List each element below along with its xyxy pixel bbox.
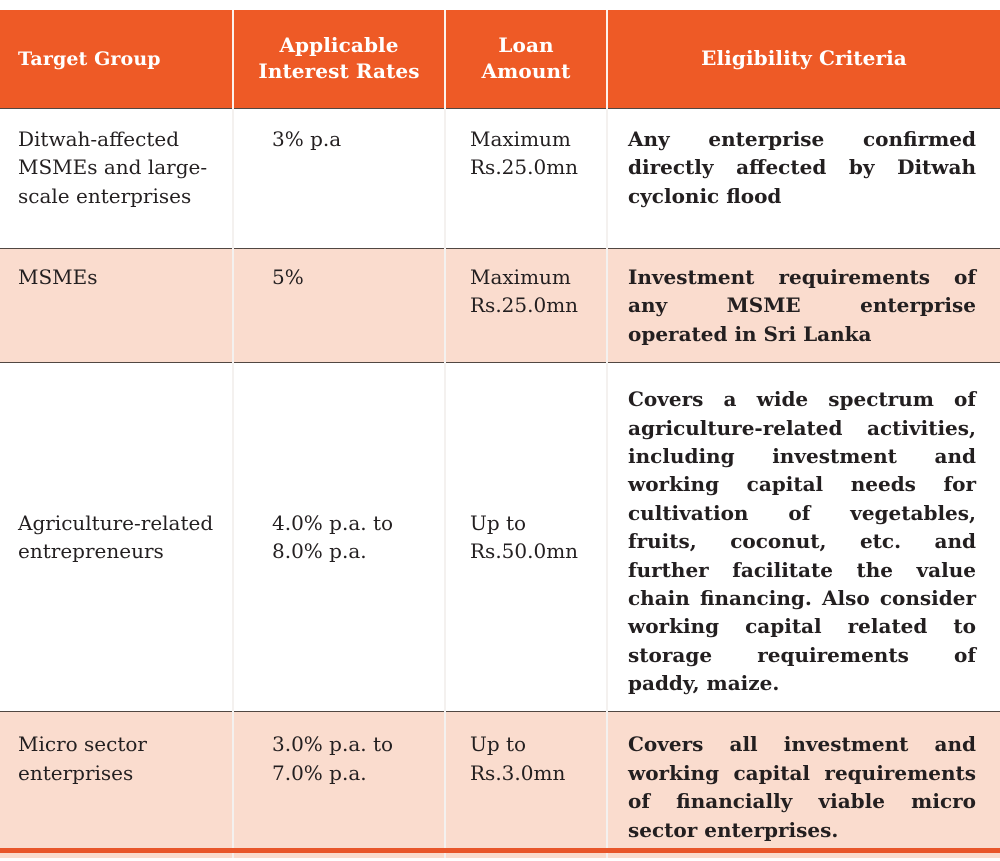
column-header-loan-amount [445, 10, 607, 109]
table-row [0, 712, 1000, 858]
column-header-interest-rates [233, 10, 445, 109]
cell-eligibility-criteria [607, 712, 1000, 858]
cell-loan-amount: Maximum Rs.25.0mn [445, 109, 607, 249]
loan-scheme-table [0, 10, 1000, 858]
cell-interest-rate: 3% p.a [233, 109, 445, 249]
cell-target-group: MSMEs [0, 249, 233, 363]
column-header-interest-rates-line1: Applicable [279, 33, 399, 58]
table-row [0, 249, 1000, 363]
cell-eligibility-criteria [607, 249, 1000, 363]
cell-interest-rate: 4.0% p.a. to 8.0% p.a. [233, 363, 445, 712]
cell-target-group: Micro sector enterprises [0, 712, 233, 858]
table-row [0, 109, 1000, 249]
cell-eligibility-text: Covers a wide spectrum of agriculture-related activities, including investment and working capital needs for cultivation of vegetables, fruits, coconut, etc. and further facilitate the value chain financing. Also consider working capital related to storage requirements of paddy, maize. [628, 387, 976, 696]
column-header-eligibility-criteria: Eligibility Criteria [607, 10, 1000, 109]
cell-eligibility-criteria [607, 363, 1000, 712]
cell-eligibility-criteria [607, 109, 1000, 249]
cell-target-group: Agriculture-related entrepreneurs [0, 363, 233, 712]
column-header-loan-amount-line2: Amount [481, 59, 571, 83]
column-header-interest-rates-line2: Interest Rates [258, 59, 420, 83]
cell-interest-rate: 3.0% p.a. to 7.0% p.a. [233, 712, 445, 858]
column-header-loan-amount-line1: Loan [498, 33, 554, 58]
table-body [0, 109, 1000, 859]
cell-eligibility-text: Covers all investment and working capital requirements of financially viable micro sector enterprises. [628, 732, 976, 842]
header-row [0, 10, 1000, 109]
cell-loan-amount: Maximum Rs.25.0mn [445, 249, 607, 363]
cell-target-group: Ditwah-affected MSMEs and large-scale enterprises [0, 109, 233, 249]
cell-eligibility-text: Investment requirements of any MSME enterprise operated in Sri Lanka [628, 265, 976, 346]
cell-loan-amount: Up to Rs.50.0mn [445, 363, 607, 712]
table-row [0, 363, 1000, 712]
table-header [0, 10, 1000, 109]
cell-loan-amount: Up to Rs.3.0mn [445, 712, 607, 858]
cell-eligibility-text: Any enterprise confirmed directly affected by Ditwah cyclonic flood [628, 127, 976, 208]
loan-scheme-table-container [0, 10, 1000, 861]
cell-interest-rate: 5% [233, 249, 445, 363]
column-header-target-group: Target Group [0, 10, 233, 109]
